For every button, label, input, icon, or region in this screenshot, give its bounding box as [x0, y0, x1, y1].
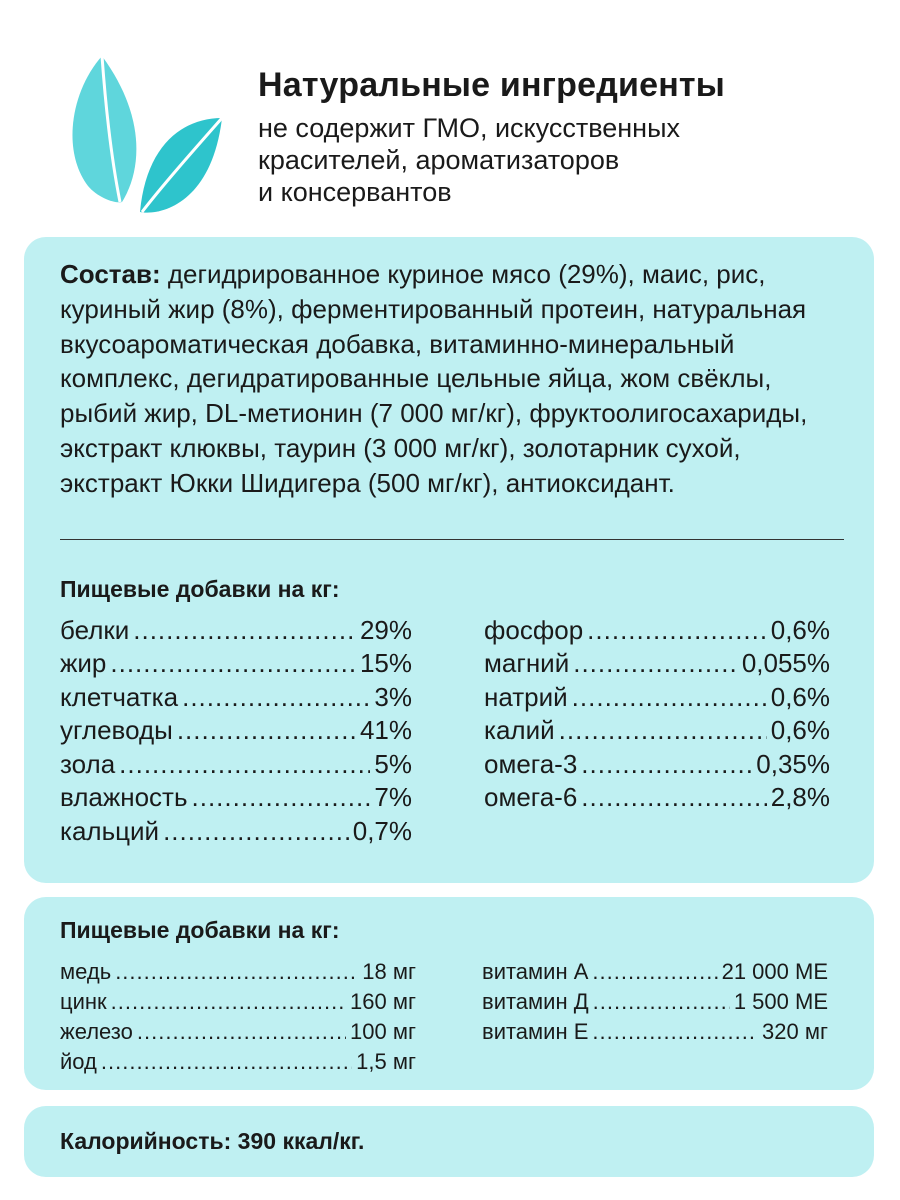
- item-label: цинк: [60, 989, 107, 1014]
- item-label: влажность: [60, 782, 188, 813]
- item-label: белки: [60, 614, 130, 645]
- dot-leader: [559, 714, 767, 748]
- item-value: 1 500 МЕ: [733, 989, 828, 1014]
- page-title: Натуральные ингредиенты: [258, 66, 726, 104]
- list-item: [482, 1017, 828, 1047]
- list-item: [484, 714, 830, 748]
- item-value: 3%: [374, 681, 412, 712]
- additives-panel: [24, 897, 874, 1090]
- calories-panel: [24, 1106, 874, 1177]
- nutrition-table: [60, 614, 838, 849]
- list-item: [60, 781, 412, 815]
- list-item: [60, 1017, 416, 1047]
- list-item: [60, 614, 412, 648]
- list-item: [482, 957, 828, 987]
- list-item: [484, 781, 830, 815]
- dot-leader: [101, 1047, 352, 1077]
- list-item: [484, 614, 830, 648]
- additives-title: Пищевые добавки на кг:: [60, 917, 340, 943]
- item-value: 41%: [359, 715, 412, 746]
- list-item: [482, 987, 828, 1017]
- item-value: 0,7%: [352, 815, 412, 846]
- item-value: 21 000 МЕ: [721, 959, 828, 984]
- composition-body: дегидрированное куриное мясо (29%), маис, рис, куриный жир (8%), ферментированный протеин, натуральная вкусоароматическая добавка, витаминно-минеральный комплекс, дегидратированные цельные яйца, жом свёклы, рыбий жир, DL-метионин (7 000 мг/кг), фруктоолигосахариды, экстракт клюквы, таурин (3 000 мг/кг), золотарник сухой, экстракт Юкки Шидигера (500 мг/кг), антиоксидант.: [60, 259, 808, 498]
- item-value: 1,5 мг: [356, 1049, 416, 1074]
- dot-leader: [137, 1017, 346, 1047]
- dot-leader: [119, 748, 370, 782]
- item-label: клетчатка: [60, 681, 179, 712]
- item-label: магний: [484, 648, 570, 679]
- list-item: [484, 681, 830, 715]
- item-value: 7%: [374, 782, 412, 813]
- item-label: калий: [484, 715, 555, 746]
- list-item: [60, 987, 416, 1017]
- list-item: [60, 681, 412, 715]
- divider: [60, 539, 844, 540]
- item-label: витамин Д: [482, 989, 589, 1014]
- dot-leader: [593, 987, 730, 1017]
- item-value: 0,6%: [770, 715, 830, 746]
- list-item: [60, 647, 412, 681]
- leaves-icon: [62, 52, 234, 216]
- additives-right-column: [482, 957, 828, 1077]
- item-value: 0,6%: [770, 681, 830, 712]
- item-value: 29%: [359, 614, 412, 645]
- dot-leader: [581, 781, 766, 815]
- item-value: 0,055%: [741, 648, 830, 679]
- list-item: [60, 1047, 416, 1077]
- list-item: [60, 957, 416, 987]
- nutrition-right-column: [484, 614, 830, 849]
- composition-label: Состав:: [60, 259, 161, 289]
- item-label: омега-6: [484, 782, 578, 813]
- item-label: железо: [60, 1019, 133, 1044]
- dot-leader: [192, 781, 371, 815]
- composition-text: [60, 257, 850, 501]
- item-label: витамин А: [482, 959, 589, 984]
- item-label: фосфор: [484, 614, 584, 645]
- list-item: [60, 815, 412, 849]
- additives-left-column: [60, 957, 416, 1077]
- item-value: 18 мг: [362, 959, 416, 984]
- item-value: 5%: [374, 748, 412, 779]
- header: [258, 64, 878, 208]
- item-value: 0,6%: [770, 614, 830, 645]
- item-label: углеводы: [60, 715, 173, 746]
- dot-leader: [182, 681, 370, 715]
- item-label: йод: [60, 1049, 97, 1074]
- calories-text: Калорийность: 390 ккал/кг.: [60, 1128, 365, 1154]
- item-value: 2,8%: [770, 782, 830, 813]
- dot-leader: [592, 957, 717, 987]
- item-value: 100 мг: [350, 1019, 416, 1044]
- dot-leader: [133, 614, 356, 648]
- list-item: [484, 748, 830, 782]
- list-item: [60, 748, 412, 782]
- item-value: 0,35%: [756, 748, 830, 779]
- item-value: 15%: [359, 648, 412, 679]
- additives-table: [60, 957, 838, 1077]
- nutrition-left-column: [60, 614, 412, 849]
- page-subtitle: не содержит ГМО, искусственных красителей, ароматизаторов и консервантов: [258, 113, 680, 207]
- item-value: 320 мг: [762, 1019, 828, 1044]
- dot-leader: [587, 614, 767, 648]
- item-label: омега-3: [484, 748, 578, 779]
- list-item: [60, 714, 412, 748]
- item-label: кальций: [60, 815, 160, 846]
- dot-leader: [572, 681, 767, 715]
- dot-leader: [177, 714, 356, 748]
- item-label: жир: [60, 648, 107, 679]
- item-value: 160 мг: [350, 989, 416, 1014]
- composition-panel: [24, 237, 874, 883]
- nutrition-title: Пищевые добавки на кг:: [60, 575, 340, 602]
- item-label: витамин Е: [482, 1019, 589, 1044]
- dot-leader: [581, 748, 752, 782]
- item-label: зола: [60, 748, 116, 779]
- dot-leader: [110, 647, 356, 681]
- item-label: медь: [60, 959, 112, 984]
- dot-leader: [573, 647, 738, 681]
- dot-leader: [163, 815, 349, 849]
- dot-leader: [115, 957, 358, 987]
- list-item: [484, 647, 830, 681]
- item-label: натрий: [484, 681, 568, 712]
- dot-leader: [111, 987, 346, 1017]
- dot-leader: [592, 1017, 758, 1047]
